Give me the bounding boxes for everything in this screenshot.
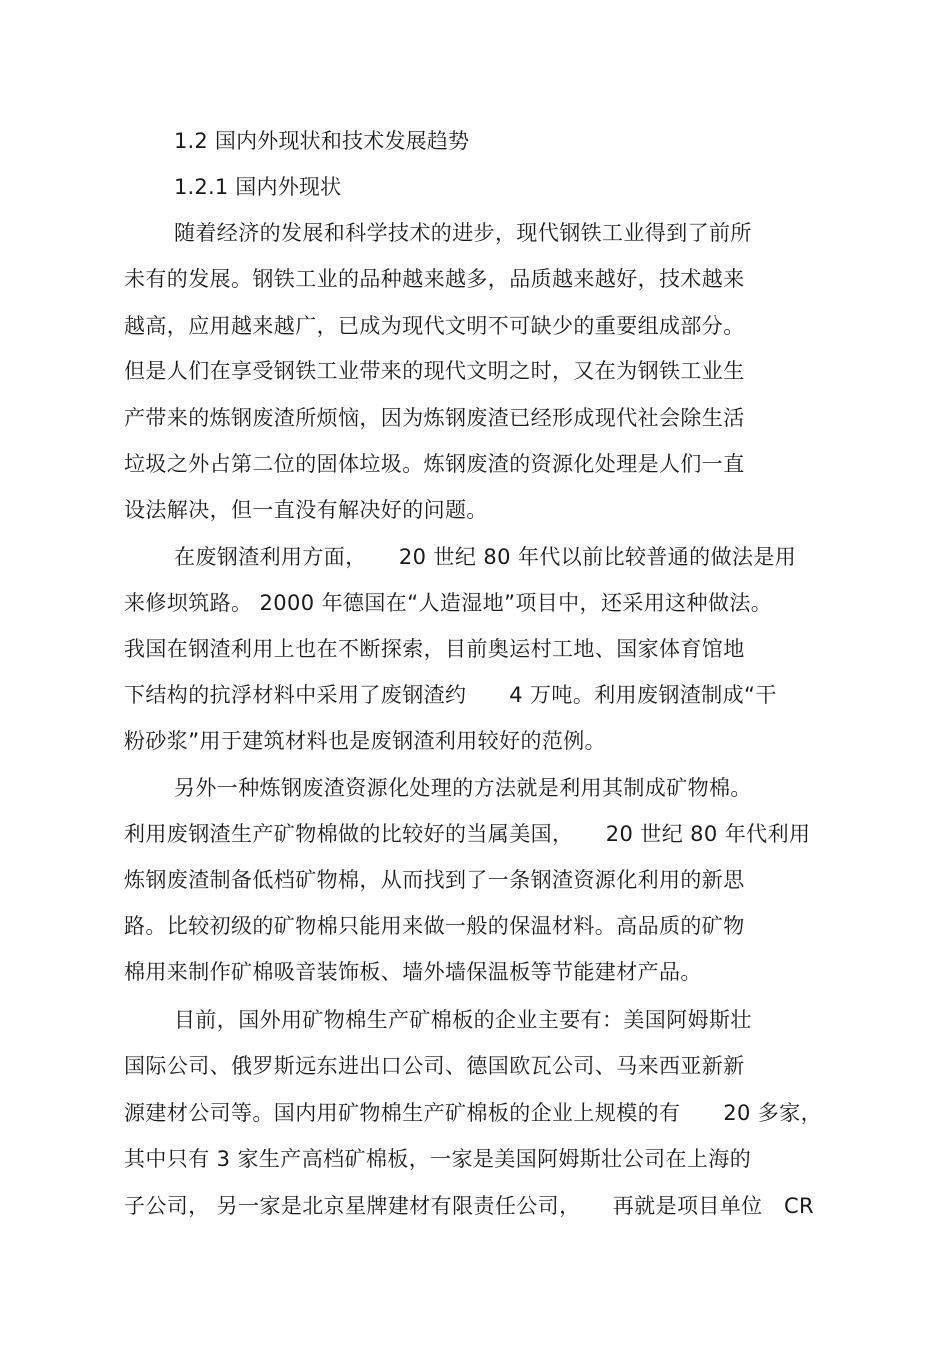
paragraph-line: 下结构的抗浮材料中采用了废钢渣约 4 万吨。利用废钢渣制成“干 [124,683,777,707]
paragraph-line: 但是人们在享受钢铁工业带来的现代文明之时，又在为钢铁工业生 [124,359,745,383]
paragraph-line: 越高，应用越来越广，已成为现代文明不可缺少的重要组成部分。 [124,314,745,338]
paragraph-line: 棉用来制作矿棉吸音装饰板、墙外墙保温板等节能建材产品。 [124,960,702,984]
paragraph-line: 另外一种炼钢废渣资源化处理的方法就是利用其制成矿物棉。 [174,776,752,800]
paragraph-line: 路。比较初级的矿物棉只能用来做一般的保温材料。高品质的矿物 [124,914,745,938]
section-heading: 1.2 国内外现状和技术发展趋势 [174,129,470,153]
paragraph-line: 产带来的炼钢废渣所烦恼，因为炼钢废渣已经形成现代社会除生活 [124,406,745,430]
paragraph-line: 在废钢渣利用方面， 20 世纪 80 年代以前比较普通的做法是用 [174,545,797,569]
paragraph-line: 来修坝筑路。 2000 年德国在“人造湿地”项目中，还采用这种做法。 [124,591,773,615]
paragraph-line: 国际公司、俄罗斯远东进出口公司、德国欧瓦公司、马来西亚新新 [124,1054,745,1078]
subsection-heading: 1.2.1 国内外现状 [174,175,342,199]
paragraph-line: 粉砂浆”用于建筑材料也是废钢渣利用较好的范例。 [124,729,607,753]
paragraph-line: 炼钢废渣制备低档矿物棉，从而找到了一条钢渣资源化利用的新思 [124,868,745,892]
paragraph-line: 未有的发展。钢铁工业的品种越来越多，品质越来越好，技术越来 [124,267,745,291]
paragraph-line: 垃圾之外占第二位的固体垃圾。炼钢废渣的资源化处理是人们一直 [124,452,745,476]
paragraph-line: 源建材公司等。国内用矿物棉生产矿棉板的企业上规模的有 20 多家， [124,1101,822,1125]
paragraph-line: 其中只有 3 家生产高档矿棉板，一家是美国阿姆斯壮公司在上海的 [124,1147,752,1171]
paragraph-line: 利用废钢渣生产矿物棉做的比较好的当属美国， 20 世纪 80 年代利用 [124,822,811,846]
paragraph-line: 设法解决，但一直没有解决好的问题。 [124,498,488,522]
paragraph-line: 子公司， 另一家是北京星牌建材有限责任公司， 再就是项目单位 CR [124,1194,815,1218]
paragraph-line: 我国在钢渣利用上也在不断探索，目前奥运村工地、国家体育馆地 [124,637,745,661]
paragraph-line: 随着经济的发展和科学技术的进步，现代钢铁工业得到了前所 [174,221,752,245]
paragraph-line: 目前，国外用矿物棉生产矿棉板的企业主要有：美国阿姆斯壮 [174,1008,752,1032]
